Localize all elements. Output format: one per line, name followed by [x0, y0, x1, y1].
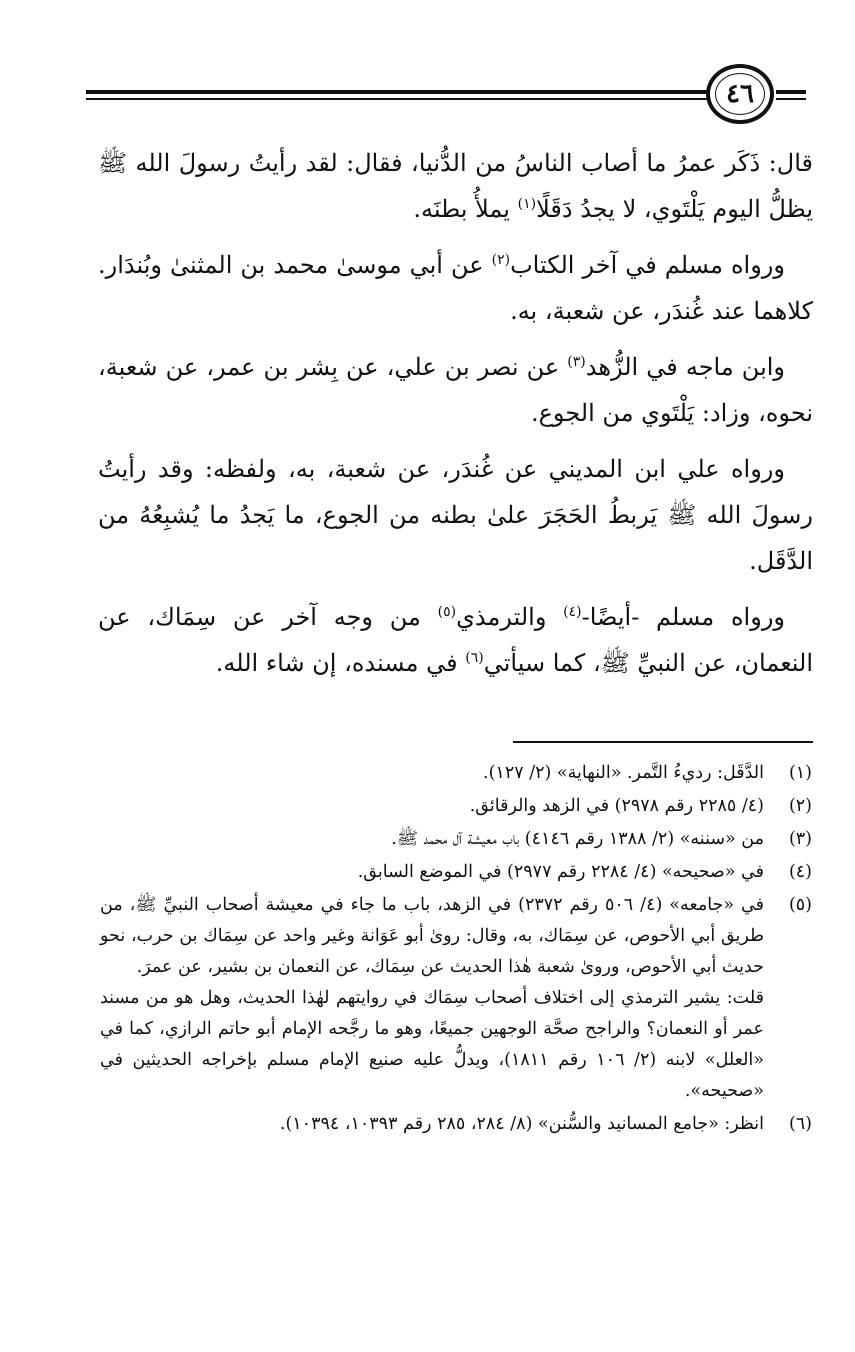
footnote-text: انظر: «جامع المسانيد والسُّنن» (٨/ ٢٨٤، ٢٨٥ رقم ١٠٣٩٣، ١٠٣٩٤). — [279, 1114, 764, 1134]
footnote-text: في «جامعه» (٤/ ٥٠٦ رقم ٢٣٧٢) في الزهد، باب ما جاء في معيشة أصحاب النبيِّ ﷺ، من طريق أبي الأحوص، عن سِمَاك، به، وقال: روىٰ أبو عَوَانة وغير واحد عن سِمَاك بن حرب، نحو حديث أبي الأحوص، وروىٰ شعبة هٰذا الحديث عن سِمَاك، عن النعمان بن بشير، عن عمرَ. — [100, 895, 765, 977]
paragraph-1 — [98, 140, 813, 232]
footnote-number: (٣) — [788, 829, 812, 849]
footnote-4 — [100, 857, 812, 888]
footnote-body — [100, 890, 764, 1107]
page-header — [86, 64, 806, 126]
footnote-3 — [100, 824, 812, 855]
header-rule — [86, 90, 711, 94]
footnote-number: (١) — [788, 763, 812, 783]
footnote-body — [100, 857, 764, 888]
text-run: ورواه علي ابن المديني عن غُندَر، عن شعبة، به، ولفظه: وقد رأيتُ رسولَ الله ﷺ يَربطُ الحَجَرَ علىٰ بطنه من الجوع، ما يَجدُ ما يُشبِعُهُ من الدَّقَل. — [98, 455, 813, 575]
paragraph-4 — [98, 446, 813, 584]
page-number: ٤٦ — [726, 79, 754, 109]
footnote-5 — [100, 890, 812, 1107]
footnote-ref[interactable]: (٥) — [437, 604, 457, 620]
text-run: والترمذي — [456, 603, 564, 631]
footnote-ref[interactable]: (٣) — [567, 354, 586, 370]
footnote-ref[interactable]: (٤) — [563, 604, 582, 620]
paragraph-2 — [98, 242, 813, 334]
text-run: عن نصر بن علي، عن بِشر بن عمر، عن شعبة، نحوه، وزاد: يَلْتَوي من الجوع. — [98, 353, 813, 427]
footnote-1 — [100, 758, 812, 789]
footnotes — [100, 758, 812, 1142]
footnote-number: (٤) — [788, 862, 812, 882]
paragraph-3 — [98, 344, 813, 436]
header-rule-tail-thin — [776, 98, 806, 100]
footnote-6 — [100, 1109, 812, 1140]
main-text — [98, 140, 813, 696]
footnote-ref[interactable]: (١) — [517, 196, 537, 212]
text-run: ورواه مسلم في آخر الكتاب — [510, 251, 785, 279]
footnote-divider — [513, 741, 813, 743]
text-run: ورواه مسلم -أيضًا- — [581, 603, 785, 631]
page-number-badge — [706, 64, 774, 124]
footnote-text: في «صحيحه» (٤/ ٢٢٨٤ رقم ٢٩٧٧) في الموضع السابق. — [357, 862, 764, 882]
footnote-number: (٦) — [788, 1114, 812, 1134]
footnote-text: (٤/ ٢٢٨٥ رقم ٢٩٧٨) في الزهد والرقائق. — [469, 796, 764, 816]
text-run: قال: ذَكَر عمرُ ما أصاب الناسُ من الدُّنيا، فقال: لقد رأيتُ رسولَ الله ﷺ يظلُّ اليوم يَلْتَوي، لا يجدُ دَقَلًا — [98, 149, 813, 223]
footnote-2 — [100, 791, 812, 822]
text-run: في مسنده، إن شاء الله. — [215, 649, 466, 677]
footnote-text: الدَّقَل: رديءُ التَّمر. «النهاية» (٢/ ١٢٧). — [483, 763, 764, 783]
header-rule-thin — [86, 98, 711, 100]
footnote-ref[interactable]: (٦) — [465, 650, 484, 666]
text-run: عن أبي موسىٰ محمد بن المثنىٰ وبُندَار. كلاهما عند غُندَر، عن شعبة، به. — [98, 251, 813, 325]
footnote-text: قلت: يشير الترمذي إلى اختلاف أصحاب سِمَاك في روايتهم لهٰذا الحديث، وهل هو من مسند عمر أو النعمان؟ والراجح صحَّة الوجهين جميعًا، وهو ما رجَّحه الإمام أبو حاتم الرازي، كما في «العلل» لابنه (٢/ ١٠٦ رقم ١٨١١)، ويدلُّ عليه صنيع الإمام مسلم بإخراجه الحديثين في «صحيحه». — [100, 988, 764, 1101]
text-run: وابن ماجه في الزُّهد — [585, 353, 786, 381]
footnote-body — [100, 1109, 764, 1140]
text-run: من وجه آخر عن سِمَاك، عن النعمان، عن النبيِّ ﷺ، كما سيأتي — [98, 603, 813, 677]
footnote-ref[interactable]: (٢) — [491, 252, 511, 268]
text-run: يملأُ بطنَه. — [413, 195, 518, 223]
footnote-body — [100, 824, 764, 855]
footnote-number: (٢) — [788, 796, 812, 816]
footnote-body — [100, 791, 764, 822]
footnote-number: (٥) — [788, 895, 812, 915]
header-rule-tail — [776, 90, 806, 94]
paragraph-5 — [98, 594, 813, 686]
footnote-text: من «سننه» (٢/ ١٣٨٨ رقم ٤١٤٦) باب معيشة آل محمد ﷺ. — [391, 829, 764, 849]
footnote-body — [100, 758, 764, 789]
